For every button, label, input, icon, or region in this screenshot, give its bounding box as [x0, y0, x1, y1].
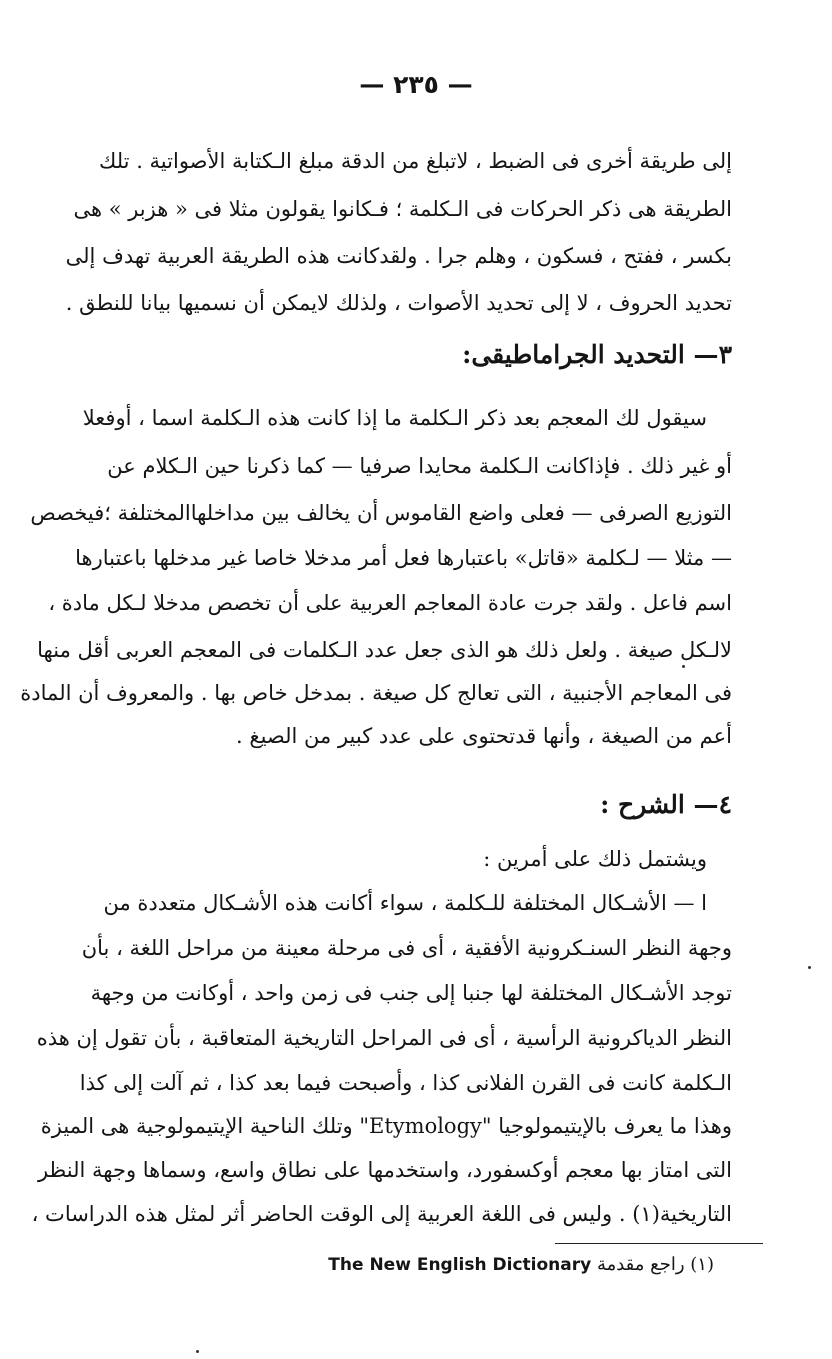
- paragraph-3-line-6: وهذا ما يعرف بالإيتيمولوجيا "Etymology" وتلك الناحية الإيتيمولوجية هى الميزة: [40, 1114, 732, 1138]
- footnote-reference: (١) راجع مقدمة: [596, 1254, 714, 1275]
- paragraph-2-line-5: اسم فاعل . ولقد جرت عادة المعاجم العربية على أن تخصص مدخلا لـكل مادة ،: [48, 591, 732, 615]
- paragraph-2-line-1: سيقول لك المعجم بعد ذكر الـكلمة ما إذا كانت هذه الـكلمة اسما ، أوفعلا: [82, 406, 707, 430]
- section-heading-4: ٤— الشرح :: [600, 790, 732, 819]
- paragraph-1-line-4: تحديد الحروف ، لا إلى تحديد الأصوات ، ولذلك لايمكن أن نسميها بيانا للنطق .: [65, 291, 732, 315]
- paragraph-1-line-1: إلى طريقة أخرى فى الضبط ، لاتبلغ من الدقة مبلغ الـكتابة الأصواتية . تلك: [99, 149, 732, 173]
- footnote-divider: [555, 1243, 763, 1244]
- paragraph-3-line-7: التى امتاز بها معجم أوكسفورد، واستخدمها على نطاق واسع، وسماها وجهة النظر: [37, 1158, 732, 1182]
- paragraph-2-line-8: أعم من الصيغة ، وأنها قدتحتوى على عدد كبير من الصيغ .: [236, 724, 732, 748]
- paragraph-3-line-4: النظر الدياكرونية الرأسية ، أى فى المراحل التاريخية المتعاقبة ، بأن تقول إن هذه: [36, 1026, 732, 1050]
- footnote-book-title: The New English Dictionary: [328, 1255, 592, 1275]
- page-number: — ٢٣٥ —: [359, 70, 473, 99]
- print-speck: [808, 966, 811, 969]
- paragraph-1-line-2: الطريقة هى ذكر الحركات فى الـكلمة ؛ فـكانوا يقولون مثلا فى « هزبر » هى: [73, 197, 732, 221]
- paragraph-2-line-4: — مثلا — لـكلمة «قاتل» باعتبارها فعل أمر مدخلا خاصا غير مدخلها باعتبارها: [75, 546, 732, 570]
- paragraph-3-line-3: توجد الأشـكال المختلفة لها جنبا إلى جنب فى زمن واحد ، أوكانت من وجهة: [90, 981, 732, 1005]
- print-speck: [682, 665, 685, 668]
- paragraph-2-line-2: أو غير ذلك . فإذاكانت الـكلمة محايدا صرفيا — كما ذكرنا حين الـكلام عن: [107, 454, 732, 478]
- footnote: [328, 1250, 714, 1280]
- print-speck: [196, 1350, 199, 1353]
- paragraph-2-line-6: لالـكل صيغة . ولعل ذلك هو الذى جعل عدد الـكلمات فى المعجم العربى أقل منها: [37, 638, 732, 662]
- paragraph-3-line-8: التاريخية(١) . وليس فى اللغة العربية إلى الوقت الحاضر أثر لمثل هذه الدراسات ،: [31, 1202, 732, 1226]
- paragraph-3-line-1: ا — الأشـكال المختلفة للـكلمة ، سواء أكانت هذه الأشـكال متعددة من: [103, 891, 707, 915]
- paragraph-3-line-2: وجهة النظر السنـكرونية الأفقية ، أى فى مرحلة معينة من مراحل اللغة ، بأن: [81, 936, 732, 960]
- section-heading-3: ٣— التحديد الجراماطيقى:: [462, 340, 732, 369]
- paragraph-1-line-3: بكسر ، ففتح ، فسكون ، وهلم جرا . ولقدكانت هذه الطريقة العربية تهدف إلى: [65, 244, 732, 268]
- paragraph-3-line-5: الـكلمة كانت فى القرن الفلانى كذا ، وأصبحت فيما بعد كذا ، ثم آلت إلى كذا: [79, 1071, 732, 1095]
- paragraph-2-line-3: التوزيع الصرفى — فعلى واضع القاموس أن يخالف بين مداخلهاالمختلفة ؛فيخصص: [30, 501, 732, 525]
- paragraph-2-line-7: فى المعاجم الأجنبية ، التى تعالج كل صيغة . بمدخل خاص بها . والمعروف أن المادة: [20, 681, 732, 705]
- section-4-intro: ويشتمل ذلك على أمرين :: [483, 847, 707, 871]
